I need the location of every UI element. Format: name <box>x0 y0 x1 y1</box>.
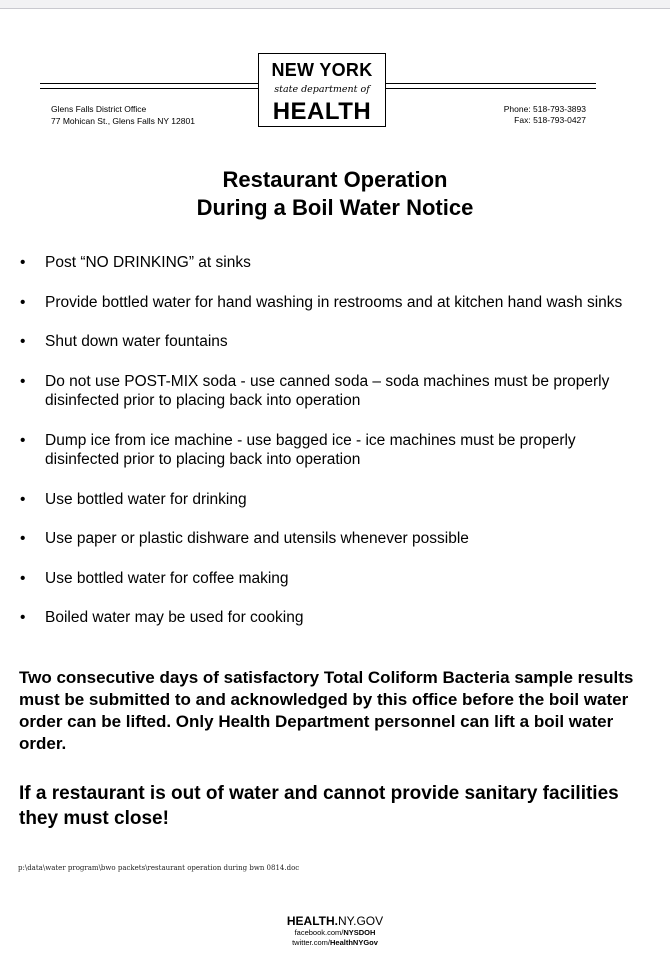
bullet-icon: • <box>20 333 26 350</box>
list-item-text: Post “NO DRINKING” at sinks <box>45 254 251 271</box>
list-item <box>20 569 640 589</box>
twitter-prefix: twitter.com/ <box>292 937 330 947</box>
logo-state-department: state department of <box>274 84 370 95</box>
list-item <box>20 253 640 273</box>
facebook-prefix: facebook.com/ <box>294 928 344 937</box>
list-item <box>20 372 640 411</box>
bullet-icon: • <box>20 490 26 508</box>
list-item <box>20 490 640 510</box>
office-name: Glens Falls District Office <box>51 104 147 114</box>
bullet-icon: • <box>20 431 26 449</box>
bullet-icon: • <box>20 609 26 626</box>
closure-notice: If a restaurant is out of water and cannot provide sanitary facilities they must close! <box>19 783 619 829</box>
list-item-text: Use bottled water for coffee making <box>45 569 289 587</box>
list-item-text: Dump ice from ice machine - use bagged ice - ice machines must be properly disinfected prior to placing back into operation <box>45 431 576 468</box>
list-item-text: Do not use POST-MIX soda - use canned soda – soda machines must be properly disinfected prior to placing back into operation <box>45 372 610 409</box>
logo-new-york: NEW YORK <box>271 60 373 80</box>
footer-website-bold: HEALTH. <box>286 914 338 928</box>
lifting-requirements-notice: Two consecutive days of satisfactory Total Coliform Bacteria sample results must be submitted to and acknowledged by this office before the boil water order can be lifted. Only Health Department personnel can lift a boil water order. <box>19 668 634 753</box>
list-item <box>20 529 640 549</box>
list-item-text: Use bottled water for drinking <box>45 490 247 508</box>
list-item-text: Boiled water may be used for cooking <box>45 609 304 626</box>
list-item <box>20 293 640 313</box>
window-top-divider <box>0 8 670 9</box>
office-address: 77 Mohican St., Glens Falls NY 12801 <box>51 116 195 126</box>
bullet-icon: • <box>20 569 26 587</box>
list-item-text: Provide bottled water for hand washing in restrooms and at kitchen hand wash sinks <box>45 293 623 311</box>
list-item <box>20 431 640 470</box>
bullet-icon: • <box>20 530 26 547</box>
header-rule-right-bottom <box>386 88 596 89</box>
bullet-icon: • <box>20 254 26 271</box>
fax-number: Fax: 518-793-0427 <box>514 115 586 125</box>
footer-twitter-link[interactable] <box>0 938 670 948</box>
bullet-icon: • <box>20 372 26 390</box>
header-rule-right-top <box>386 83 596 84</box>
facebook-handle: NYSDOH <box>343 928 376 937</box>
list-item <box>20 608 640 628</box>
list-item-text: Use paper or plastic dishware and utensils whenever possible <box>45 530 469 547</box>
footer-website[interactable] <box>0 914 670 928</box>
logo-health: HEALTH <box>272 98 372 125</box>
footer-website-rest: NY.GOV <box>337 914 384 928</box>
twitter-handle: HealthNYGov <box>330 937 378 947</box>
bullet-icon: • <box>20 293 26 311</box>
page-title <box>0 166 670 222</box>
footer <box>0 914 670 947</box>
guidance-list <box>20 253 640 648</box>
office-address-block <box>51 103 195 127</box>
list-item <box>20 332 640 352</box>
list-item-text: Shut down water fountains <box>45 333 228 350</box>
header-rule-left-top <box>40 83 258 84</box>
nys-health-logo <box>258 53 386 127</box>
contact-block <box>504 104 586 126</box>
phone-number: Phone: 518-793-3893 <box>503 104 586 114</box>
title-line-2: During a Boil Water Notice <box>196 195 474 220</box>
document-file-path: p:\data\water program\bwo packets\restaurant operation during bwn 0814.doc <box>18 864 300 872</box>
window-top-bar <box>0 0 670 8</box>
title-line-1: Restaurant Operation <box>222 167 448 192</box>
header-rule-left-bottom <box>40 88 258 89</box>
footer-facebook-link[interactable] <box>0 928 670 938</box>
